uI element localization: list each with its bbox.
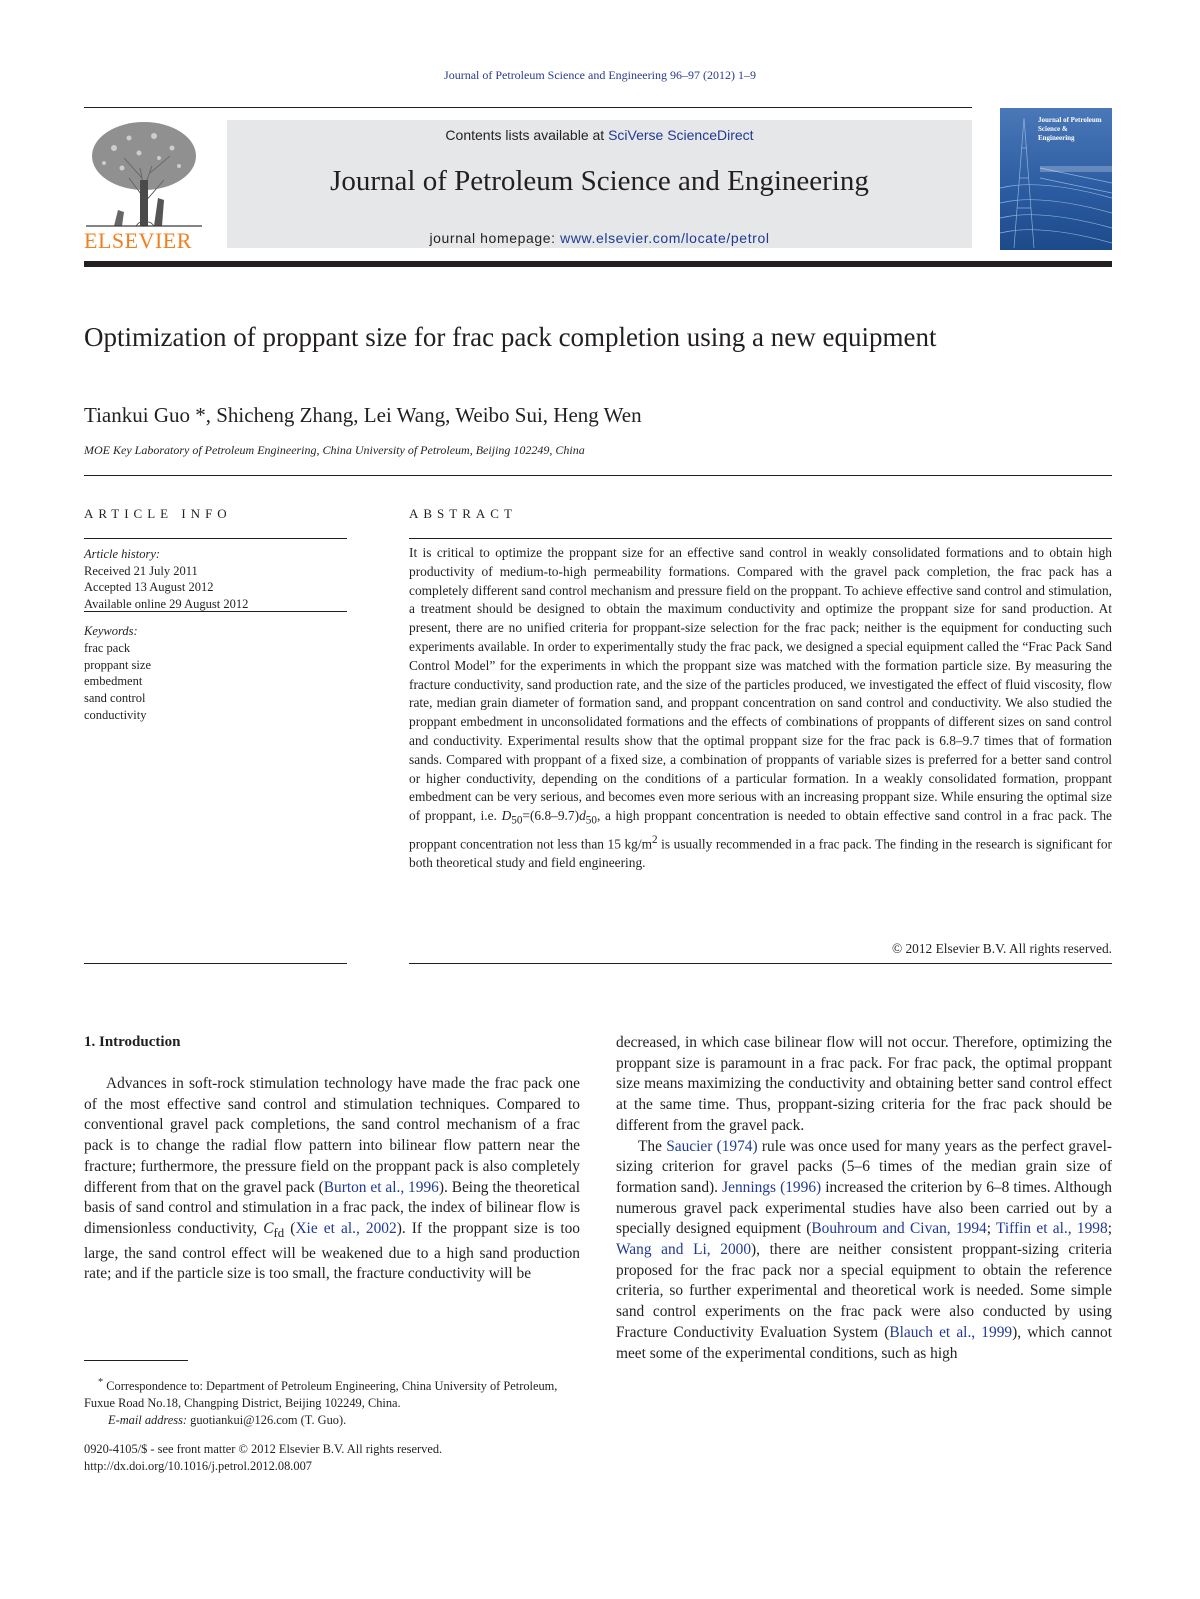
running-head[interactable]: Journal of Petroleum Science and Engineering 96–97 (2012) 1–9 [444, 68, 756, 82]
masthead-rule [84, 261, 1112, 267]
intro-column-left [84, 1074, 580, 1285]
accepted-date: Accepted 13 August 2012 [84, 580, 214, 594]
citation-link[interactable]: Xie et al., 2002 [295, 1219, 397, 1237]
footnote-marker: * [98, 1377, 104, 1388]
intro-column-right [616, 1033, 1112, 1364]
keywords [84, 623, 347, 724]
unit-superscript: 2 [652, 833, 658, 846]
homepage-link[interactable]: www.elsevier.com/locate/petrol [560, 230, 770, 246]
article-title: Optimization of proppant size for frac pack completion using a new equipment [84, 322, 937, 352]
info-rule [84, 538, 347, 539]
citation-link[interactable]: Jennings (1996) [722, 1178, 822, 1196]
abstract-text: is usually recommended in a frac pack. The finding in the research is significant for both theoretical study and field engineering. [409, 836, 1112, 870]
journal-cover-image [1000, 108, 1112, 250]
contents-prefix: Contents lists available at [445, 127, 609, 143]
formula-mid: =(6.8–9.7) [522, 808, 580, 824]
info-rule [84, 963, 347, 964]
paragraph-text: increased the criterion by 6–8 times. Although numerous gravel pack experimental studies have also been carried out by a specially designed equipment ( [616, 1178, 1113, 1238]
sciencedirect-link[interactable]: SciVerse ScienceDirect [608, 127, 754, 143]
abstract-rule [409, 963, 1112, 964]
keyword: conductivity [84, 707, 147, 722]
correspondence-text: Correspondence to: Department of Petroleum Engineering, China University of Petroleum, Fuxue Road No.18, Changping District, Beijing 102249, China. [84, 1379, 558, 1411]
affiliation: MOE Key Laboratory of Petroleum Engineering, China University of Petroleum, Beijing 102249, China [84, 443, 585, 457]
author-list: Tiankui Guo *, Shicheng Zhang, Lei Wang, Weibo Sui, Heng Wen [84, 403, 642, 427]
paragraph-text: rule was once used for many years as the perfect gravel-sizing criterion for gravel packs (5–6 times of the median grain size of formation sand). [616, 1137, 1113, 1196]
keyword: frac pack [84, 640, 131, 655]
issn-line: 0920-4105/$ - see front matter © 2012 Elsevier B.V. All rights reserved. [84, 1442, 443, 1456]
abstract-text: It is critical to optimize the proppant size for an effective sand control in weakly consolidated formations and to obtain high productivity of medium-to-high permeability formations. Compared with the gravel pack completion, the frac pack has a completely different sand control mechanism and pressure field on the proppant. To achieve effective sand control and stimulation, a treatment should be designed to obtain the maximum conductivity and optimize the proppant size for sand production. At present, there are no unified criteria for proppant-size selection for the frac pack; neither is the equipment for conducting such experiments available. In order to experimentally study the frac pack, we designed a special equipment called the “Frac Pack Sand Control Model” for the experiments in which the proppant size was matched with the formation particle size. By measuring the fracture conductivity, sand production rate, and the size of the particles produced, we investigated the effect of fluid viscosity, flow rate, median grain diameter of formation sand, and proppant concentration on sand control and conductivity. We also studied the proppant embedment in unconsolidated formations and the effects of combinations of proppants of different sizes on sand control and conductivity. Experimental results show that the optimal proppant size for the frac pack is 6.8–9.7 times that of formation sands. Compared with proppant of a fixed size, a combination of proppants of variable sizes is preferred for a better sand control or higher conductivity, depending on the conditions of a particular formation. In a weakly consolidated formation, proppant embedment can be very serious, and becomes even more serious with an increasing proppant size. While ensuring the optimal size of proppant, i.e. [409, 545, 1112, 824]
formula-d: d [579, 808, 586, 824]
correspondence-footnote [84, 1374, 584, 1429]
journal-banner [227, 120, 972, 248]
formula-D-sub: 50 [511, 814, 523, 827]
article-info-heading: ARTICLE INFO [84, 506, 232, 521]
article-history [84, 546, 347, 612]
front-matter [84, 1441, 684, 1475]
citation-link[interactable]: Burton et al., 1996 [323, 1178, 439, 1196]
correspondence-line [84, 1374, 584, 1412]
citation-link[interactable]: Bouhroum and Civan, 1994 [811, 1220, 987, 1238]
paragraph [616, 1137, 1112, 1365]
symbol-cfd-sub: fd [273, 1226, 285, 1240]
email-label: E-mail address: [108, 1413, 188, 1428]
paragraph-text: ( [284, 1219, 296, 1237]
paragraph: decreased, in which case bilinear flow will not occur. Therefore, optimizing the proppant size is paramount in a frac pack. For frac pack, the optimal proppant size means maximizing the conductivity and obtaining better sand control effect at the same time. Thus, proppant-sizing criteria for the frac pack should be different from the gravel pack. [616, 1034, 1112, 1134]
header-rule [84, 107, 972, 108]
formula-d-sub: 50 [585, 814, 597, 827]
journal-title: Journal of Petroleum Science and Engineering [330, 165, 869, 197]
citation-link[interactable]: Tiffin et al., 1998 [996, 1220, 1108, 1238]
footnote-rule [84, 1360, 188, 1361]
contents-line [227, 127, 972, 143]
keyword: sand control [84, 691, 146, 706]
abstract-copyright: © 2012 Elsevier B.V. All rights reserved. [891, 941, 1112, 956]
citation-link[interactable]: Blauch et al., 1999 [889, 1323, 1013, 1341]
citation-link[interactable]: Wang and Li, 2000 [616, 1241, 752, 1259]
paragraph-text: Advances in soft-rock stimulation technology have made the frac pack one of the most effective sand control and stimulation techniques. Compared to conventional gravel pack completions, the sand control mechanism of a frac pack is to change the radial flow pattern into bilinear flow pattern near the fracture; furthermore, the pressure field on the proppant pack is also completely different from that on the gravel pack ( [84, 1075, 580, 1196]
paragraph-text: The [638, 1137, 667, 1155]
paragraph-text: ), there are neither consistent proppant-sizing criteria proposed for the frac pack nor a special equipment to obtain the reference criteria, so further experimental and theoretical work is needed. Some simple sand control experiments on the frac pack were also conducted by using Fracture Conductivity Evaluation System ( [616, 1241, 1113, 1341]
received-date: Received 21 July 2011 [84, 563, 198, 578]
abstract-heading: ABSTRACT [409, 506, 517, 521]
abstract-text: , a high proppant concentration is needed to obtain effective sand control in a frac pack. The proppant concentration not less than 15 kg/m [409, 808, 1112, 852]
keyword: proppant size [84, 657, 151, 672]
formula-D: D [501, 808, 512, 824]
affiliation-rule [84, 475, 1112, 476]
keywords-label: Keywords: [84, 624, 138, 638]
keyword: embedment [84, 674, 143, 689]
homepage-line [227, 230, 972, 246]
paragraph-text: ), which cannot meet some of the experimental conditions, such as high [616, 1323, 1112, 1362]
paragraph [84, 1074, 580, 1285]
abstract-rule [409, 538, 1112, 539]
online-date: Available online 29 August 2012 [84, 596, 249, 611]
cover-title: Journal of Petroleum Science & Engineering [1038, 116, 1102, 142]
homepage-prefix: journal homepage: [429, 230, 561, 246]
paragraph-text: ). If the proppant size is too large, the sand control effect will be weakened due to a high sand production rate; and if the particle size is too small, the fracture conductivity will be [84, 1219, 580, 1283]
paragraph-text: ; [1107, 1220, 1112, 1238]
email-line [84, 1412, 584, 1429]
email-address[interactable]: guotiankui@126.com (T. Guo). [187, 1413, 347, 1428]
abstract-body [409, 544, 1112, 873]
section-heading-introduction: 1. Introduction [84, 1034, 181, 1050]
citation-link[interactable]: Saucier (1974) [666, 1137, 758, 1155]
history-label: Article history: [84, 547, 161, 561]
symbol-cfd: C [263, 1219, 274, 1237]
paragraph-text: ; [986, 1220, 997, 1238]
publisher-wordmark: ELSEVIER [84, 228, 192, 253]
doi-link[interactable]: http://dx.doi.org/10.1016/j.petrol.2012.08.007 [84, 1459, 312, 1473]
paragraph-text: ). Being the theoretical basis of sand control and stimulation in a frac pack, the index of bilinear flow is dimensionless conductivity, [84, 1178, 580, 1237]
